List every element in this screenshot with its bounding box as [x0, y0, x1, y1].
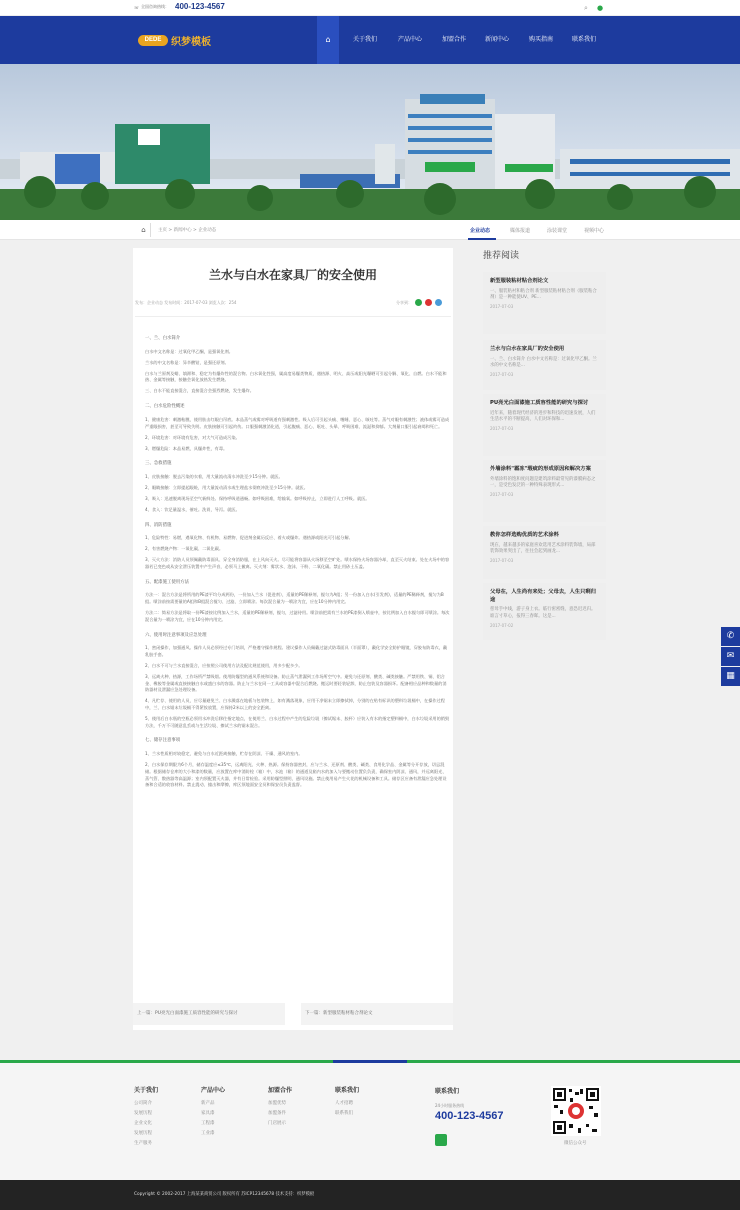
recommend-date: 2017-07-02	[490, 622, 514, 628]
footer-hotline-label: 24小时服务热线	[435, 1103, 465, 1108]
float-mail-icon[interactable]: ✉	[721, 647, 740, 666]
recommend-item[interactable]	[483, 394, 606, 456]
wechat-icon[interactable]	[435, 1134, 447, 1146]
footer-link[interactable]: 加盟条件	[268, 1111, 286, 1116]
prev-article-link[interactable]: 上一篇：PU亮光白面漆施工质容性能的研究与探讨	[133, 1003, 285, 1025]
qr-code	[551, 1086, 601, 1136]
recommend-item[interactable]	[483, 272, 606, 334]
paragraph: 2、环境危害：对环境有危害，对大气可造成污染。	[145, 434, 240, 440]
nav-home-icon[interactable]: ⌂	[317, 16, 339, 64]
footer-link[interactable]: 公司简介	[134, 1101, 152, 1106]
recommend-item[interactable]	[483, 526, 606, 579]
recommend-item[interactable]	[483, 460, 606, 522]
recommend-desc: 慈母手中线，游子身上衣。临行密密缝，意恐迟迟归。谁言寸草心，报得三春晖。这是...	[490, 607, 596, 619]
share-qq-icon[interactable]	[435, 299, 442, 306]
logo-badge: DEDE	[138, 35, 168, 46]
paragraph: 方法一：混合方法是将所用的PE漆平均分成两份，一份加入兰水（促进剂），适量的PE稀释剂，搅匀为A组；另一份加入白水(引发剂)，适量的PE稀释剂，搅匀为B组。喷涂前按需要量的A组和B组混合搅匀、过滤、立即喷涂。每次混合量为一喷涂为宜，应在10分钟内用完。	[145, 592, 444, 605]
footer-contact-title: 联系我们	[435, 1088, 460, 1095]
footer-column-title: 产品中心	[201, 1087, 226, 1094]
tab-company-news[interactable]: 企业动态	[470, 228, 491, 234]
logo-name: 织梦模板	[171, 37, 211, 48]
footer-link[interactable]: 发展历程	[134, 1111, 152, 1116]
divider	[135, 316, 451, 317]
nav-item-join[interactable]: 加盟合作	[441, 36, 466, 43]
recommend-desc: 一、兰、白水简介 白水中文名称是：过氧化甲乙酮。兰水的中文名称是...	[490, 356, 597, 369]
footer-column	[201, 1086, 225, 1139]
logo[interactable]	[138, 33, 211, 48]
paragraph: 兰水的中文名称是：异辛酸钴，是强还原剂。	[145, 359, 229, 365]
footer-link[interactable]: 发展历程	[134, 1131, 152, 1136]
qr-caption: 微信公众号	[564, 1141, 587, 1146]
footer-phone: 400-123-4567	[435, 1110, 504, 1122]
paragraph: 2、白水保存期限为6个月，储存温度应≤35℃，远离阳光、火种、热源。保持容器密封，应与兰水、还原剂、酸类、碱类、食用化学品、金属等分开存放，切忌混储。根据储存仓库的大小和漆的数量，应放置在库中消防栓（箱）中，水池（箱）的通道及箱内水的加入与要搬动位置负负责，确保室内阴凉、通风，并远离阳光、蒸气管、散热器等高温源；室内须配置灭火器，并有日常检验。采用防爆型照明、通风设施。禁止使用易产生火花的机械设备和工具。储存区应备有泄漏应急处理设备和合适的收容材料。禁止震动、撞击和摩擦，库区须地面安全员和保安员负责监督。	[145, 762, 447, 788]
paragraph: 方法二：简易方法是将取一份PE漆按比例加入兰水，适量的PE稀释剂，搅匀，过滤待用。喷涂前把需有兰水的PE漆倒入喷壶中，按比例加入白水搅匀即可喷涂。每次混合量为一喷涂为宜，应在10分钟内用完。	[145, 610, 450, 622]
share-label: 分享到：	[396, 299, 412, 305]
hero-banner	[0, 64, 740, 220]
top-phone: 400-123-4567	[175, 2, 225, 11]
section-heading: 二、白水危险性概述	[145, 404, 185, 410]
breadcrumb[interactable]: 主页 > 新闻中心 > 企业动态	[158, 228, 217, 233]
wechat-icon[interactable]: ●	[596, 4, 604, 12]
sidebar-title: 推荐阅读	[483, 251, 520, 261]
paragraph: 3、燃爆危险：本品易燃，具爆炸性，有毒。	[145, 445, 228, 451]
paragraph: 3、灭火方法：消防人员须佩戴防毒面具、穿全身消防服，在上风向灭火。尽可能将容器从火场移至空旷处。喷水保持火场容器冷却，直至灭火结束。处在火场中的容器若已变色或从安全泄压装置中产生声音，必须马上撤离。灭火剂：雾状水、泡沫、干粉、二氧化碳。禁止用砂土压盖。	[145, 557, 450, 570]
paragraph: 3、远离火种、热源，工作场所严禁吸烟。使用防爆型的通风系统和设备。防止蒸气泄漏到工作场所空气中。避免与还原剂、酸类、碱类接触。严禁用铁、铜、铝合金、橡胶等金属或直接接触白水或盛白水的容器。防止与兰水在同一工具或容器中混合后燃烧。搬运时要轻装轻卸，防止包装及容器损坏。配备相应品种和数量的消防器材及泄漏应急处理设备。	[145, 673, 447, 693]
share-weibo-icon[interactable]	[425, 299, 432, 306]
footer-column-title: 关于我们	[134, 1087, 159, 1094]
recommend-desc: 外墙涂料的饱和度问题是建筑涂料最常见的漆膜病态之一，是受色发泛的一种特殊表现形式...	[490, 476, 596, 489]
recommend-date: 2017-07-03	[490, 304, 514, 310]
paragraph: 1、皮肤接触：脱去污染的衣着，用大量流动清水冲洗至少15分钟。就医。	[145, 473, 283, 479]
hotline-label: ☏ 全国咨询热线：	[134, 4, 170, 10]
float-phone-icon[interactable]: ✆	[721, 627, 740, 646]
footer-link[interactable]: 工业漆	[201, 1131, 215, 1136]
footer-link[interactable]: 联系我们	[335, 1111, 353, 1116]
next-article-link[interactable]: 下一篇：新型服装粘材粘合剂论文	[301, 1003, 453, 1025]
footer-link[interactable]: 人才招聘	[335, 1101, 353, 1106]
nav-item-contact[interactable]: 联系我们	[571, 36, 596, 43]
recommend-date: 2017-07-03	[490, 492, 514, 498]
paragraph: 三、白水不能直接混合，直接混合会强烈燃烧，发生爆炸。	[145, 388, 254, 394]
paragraph: 1、密闭操作，加强通风。操作人员必须经过专门培训，严格遵守操作规程。建议操作人员佩戴过滤式防毒面具（半面罩），戴化学安全防护眼镜，穿胶布防毒衣，戴乳胶手套。	[145, 645, 448, 657]
recommend-date: 2017-07-03	[490, 426, 514, 432]
recommend-date: 2017-07-03	[490, 558, 514, 564]
paragraph: 2、眼睛接触：立即提起眼睑，用大量流动清水或生理盐水彻底冲洗至少15分钟。就医。	[145, 484, 308, 490]
footer-link[interactable]: 新产品	[201, 1101, 215, 1106]
sidebar	[483, 248, 606, 271]
section-heading: 一、兰、白水简介	[145, 336, 181, 341]
paragraph: 2、有害燃烧产物：一氧化碳、二氧化碳。	[145, 546, 224, 552]
footer-contact	[435, 1086, 464, 1109]
paragraph: 1、兰水性质相对较稳定，避免与白水近距离接触，贮存在阴凉、干燥、通风的室内。	[145, 751, 303, 757]
factory-illustration	[0, 64, 740, 220]
share-bar	[396, 299, 442, 306]
article-meta: 发布：企业动态 发布时间：2017-07-03 浏览人次：254	[135, 300, 237, 305]
recommend-desc: 现在，越来越多的家庭喜欢选用艺术涂料装饰墙，局部装饰效果突出了，往往会起到画龙...	[490, 542, 596, 555]
footer-link[interactable]: 工程漆	[201, 1121, 215, 1126]
nav-item-news[interactable]: 新闻中心	[484, 36, 509, 43]
footer-link[interactable]: 家具漆	[201, 1111, 215, 1116]
paragraph: 4、食入：饮足量温水，催吐。洗胃，导泻。就医。	[145, 506, 240, 512]
footer-column-title: 加盟合作	[268, 1087, 293, 1094]
section-heading: 七、储存注意事项	[145, 738, 181, 744]
search-icon[interactable]: ⌕	[584, 4, 588, 12]
breadcrumb-bar	[0, 220, 740, 240]
share-wechat-icon[interactable]	[415, 299, 422, 306]
nav-item-about[interactable]: 关于我们	[352, 36, 377, 43]
recommend-item[interactable]	[483, 583, 606, 640]
paragraph: 2、白水不可与兰水直接混合，应按照公司使用方法及配比规范使用，用多少配多少。	[145, 662, 303, 668]
recommend-date: 2017-07-03	[490, 372, 514, 378]
top-bar	[0, 0, 740, 16]
footer-link[interactable]: 企业文化	[134, 1121, 152, 1126]
recommend-desc: 近年来，随着现代经济的进步和科技的迅速发展，人们生活水平的不断提高，人们对环保和...	[490, 410, 596, 423]
recommend-title[interactable]: 父母在，人生尚有来处；父母去，人生只剩归途	[490, 589, 596, 603]
footer-column-title: 联系我们	[335, 1087, 360, 1094]
recommend-title[interactable]: PU亮光白面漆施工质容性能的研究与探讨	[490, 400, 589, 406]
tab-class[interactable]: 涂装课堂	[547, 228, 568, 234]
recommend-title[interactable]: 外墙涂料"霜冻"瑕疵的形成原因和解决方案	[490, 466, 591, 472]
recommend-item[interactable]	[483, 340, 606, 390]
copyright: Copyright © 2002-2017 上海某某商贸公司 版权所有 苏ICP12345678 技术支持：织梦模板	[0, 1180, 740, 1210]
recommend-title[interactable]: 兰水与白水在家具厂的安全使用	[490, 346, 565, 352]
nav-item-guide[interactable]: 购买指南	[528, 36, 553, 43]
phone-small-icon: ☏	[134, 4, 140, 10]
paragraph: 1、健康危害：刺激粘膜，使用肤击红眼白吊底。本品蒸气或雾对呼吸道有强刺激性。吸入后可引起头痛、嗜睡、恶心、咳吐等。蒸气对眼有刺激性；液体或雾可造成严重眼损害，甚至可导致失明。皮肤接触可引起灼伤。口服强刺激消化道，引起腹痛、恶心、呕吐、头晕、呼吸困难、流涎和抑郁。大剂量口服引起衰竭和死亡。	[145, 416, 450, 429]
tab-active-indicator	[468, 238, 496, 240]
recommend-desc: 一、服装粘衬和粘合剂 新型服装粘材粘合剂（服装粘合剂）是一种能使UV、PE...	[490, 288, 597, 301]
paragraph: 白水与兰原剂及蜡、填滞和、稳定为有爆炸性的混合物。白水氧化性强，属高度易爆类物质，遇热源、明火、高压或阳光曝晒可引起分解、氧化、自燃。白水不能和热、金属等接触，接触会氧化放热发生燃烧。	[145, 370, 447, 383]
home-icon[interactable]: ⌂	[137, 223, 151, 237]
recommend-title[interactable]: 教你怎样选购优质的艺术涂料	[490, 532, 559, 538]
footer-column	[335, 1086, 359, 1119]
footer-column	[268, 1086, 292, 1129]
paragraph: 白水中文名称是：过氧化甲乙酮，是强氧化剂。	[145, 348, 233, 354]
tab-media[interactable]: 媒体报道	[510, 228, 531, 234]
article-body	[145, 336, 450, 793]
recommend-title[interactable]: 新型服装粘材粘合剂论文	[490, 278, 549, 284]
footer-link[interactable]: 门店展示	[268, 1121, 286, 1126]
footer-link[interactable]: 加盟优势	[268, 1101, 286, 1106]
footer-link[interactable]: 生产服务	[134, 1141, 152, 1146]
section-heading: 三、急救措施	[145, 461, 172, 467]
footer	[0, 1063, 740, 1180]
paragraph: 1、危险特性：易燃，遇氧化物、有机物、易燃物、促进剂金属历反应、着火或爆炸。遇热源或阳光可引起分解。	[145, 535, 353, 541]
tab-video[interactable]: 视频中心	[584, 228, 605, 234]
paragraph: 4、凡贮存、使用的人员，应尽量避免兰、白水溅落在地板与包装物上，如有溅落现象，应用干净锯末立即擦拭掉，分别的在贴有标识的塑料垃圾桶中，在操作过程中，兰、白水锯末垃圾桶不得紧挨放置，应保持2米以上的安全距离。	[145, 698, 445, 711]
section-heading: 六、使用时注意事项及应急处理	[145, 632, 207, 638]
nav-item-products[interactable]: 产品中心	[397, 36, 422, 43]
paragraph: 5、使用后白水瓶的空瓶必须用水冲洗后移往指定地点，在使用兰、白水过程中产生的危险垃圾（擦试锯末、胶杯）应装入有水的指定塑料桶中，白水垃圾采用的销毁方法，千万不可随意乱丢或与生活垃圾、擦试兰水的锯末混合。	[145, 716, 450, 728]
section-heading: 四、消防措施	[145, 522, 172, 528]
float-qr-icon[interactable]: ▦	[721, 667, 740, 686]
article-title: 兰水与白水在家具厂的安全使用	[208, 268, 377, 282]
footer-column	[134, 1086, 158, 1149]
paragraph: 3、吸入：迅速脱离现场至空气新鲜处。保持呼吸道通畅。如呼吸困难，给输氧。如呼吸停止，立即进行人工呼吸。就医。	[145, 495, 370, 501]
section-heading: 五、配漆施工使用方法	[145, 579, 189, 585]
